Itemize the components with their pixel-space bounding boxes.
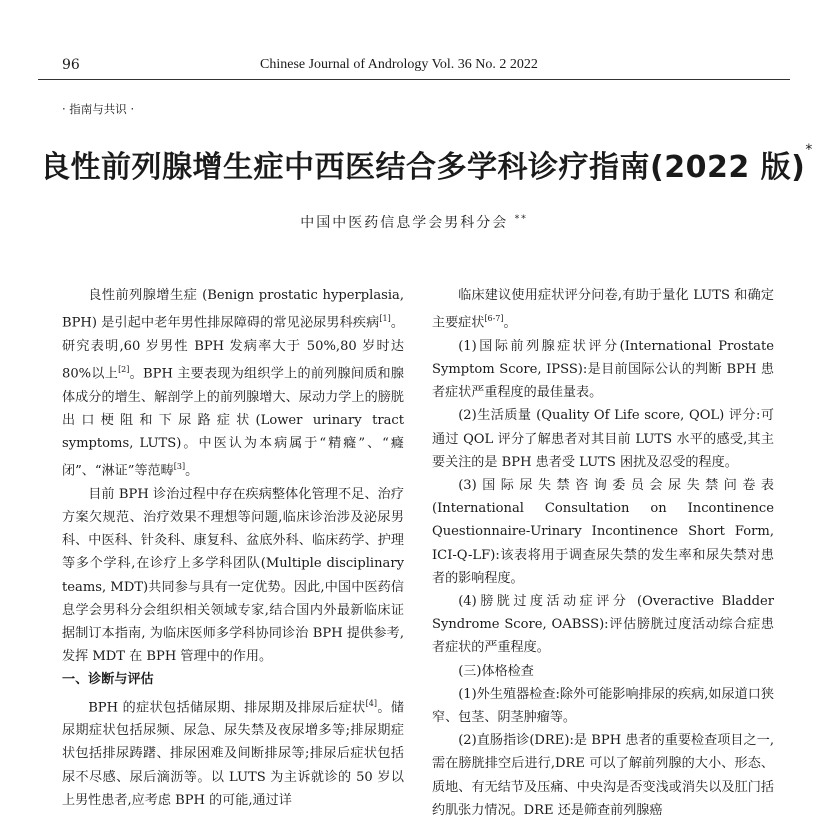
author-footnote-mark: ** (514, 214, 528, 225)
paragraph: (2)生活质量 (Quality Of Life score, QOL) 评分:可通过 QOL 评分了解患者对其目前 LUTS 水平的感受,其主要关注的是 BPH 患者受 LUTS 困扰及忍受的程度。 (432, 408, 774, 470)
author-name: 中国中医药信息学会男科分会 (300, 215, 509, 231)
title-text: 良性前列腺增生症中西医结合多学科诊疗指南(2022 版) (40, 150, 806, 185)
citation[interactable]: [3] (173, 462, 186, 472)
citation[interactable]: [2] (118, 364, 130, 374)
paragraph: 临床建议使用症状评分问卷,有助于量化 LUTS 和确定主要症状[6-7]。 (432, 288, 774, 331)
left-column (62, 284, 404, 812)
paragraph: (4)膀胱过度活动症评分 (Overactive Bladder Syndrome Score, OABSS):评估膀胱过度活动综合症患者症状的严重程度。 (432, 594, 774, 656)
page-number: 96 (62, 57, 80, 73)
paragraph: (1)国际前列腺症状评分(International Prostate Symptom Score, IPSS):是目前国际公认的判断 BPH 患者症状严重程度的最佳量表。 (432, 338, 774, 401)
paragraph: BPH 的症状包括储尿期、排尿期及排尿后症状[4]。储尿期症状包括尿频、尿急、尿失禁及夜尿增多等;排尿期症状包括排尿踌躇、排尿困难及间断排尿等;排尿后症状包括尿不尽感、尿后滴沥等。以 LUTS 为主诉就诊的 50 岁以上男性患者,应考虑 BPH 的可能,通过详 (62, 698, 405, 808)
header-rule (38, 79, 790, 80)
running-head: Chinese Journal of Andrology Vol. 36 No. 2 2022 (260, 57, 538, 72)
paragraph: (3)国际尿失禁咨询委员会尿失禁问卷表(International Consultation on Incontinence Questionnaire-Urinary Incontinence Short Form, ICI-Q-LF):该表将用于调查尿失禁的发生率和尿失禁对患者的影响程度。 (432, 477, 774, 586)
author-line (0, 212, 828, 232)
paragraph: 目前 BPH 诊治过程中存在疾病整体化管理不足、治疗方案欠规范、治疗效果不理想等问题,临床诊治涉及泌尿男科、中医科、针灸科、康复科、盆底外科、临床药学、护理等多个学科,在诊疗上多学科团队(Multiple disciplinary teams, MDT)共同参与具有一定优势。因此,中国中医药信息学会男科分会组织相关领域专家,结合国内外最新临床证据制订本指南, 为临床医师多学科协同诊治 BPH 提供参考, 发挥 MDT 在 BPH 管理中的作用。 (62, 486, 404, 665)
subsection-heading: (三)体格检查 (458, 663, 534, 679)
right-column (432, 284, 774, 822)
paragraph: (2)直肠指诊(DRE):是 BPH 患者的重要检查项目之一,需在膀胱排空后进行,DRE 可以了解前列腺的大小、形态、质地、有无结节及压痛、中央沟是否变浅或消失以及肛门括约肌张力情况。DRE 还是筛查前列腺癌 (432, 733, 774, 818)
section-label: · 指南与共识 · (62, 102, 135, 116)
section-heading: 一、诊断与评估 (62, 672, 154, 688)
paragraph: 良性前列腺增生症 (Benign prostatic hyperplasia, BPH) 是引起中老年男性排尿障碍的常见泌尿男科疾病[1]。研究表明,60 岁男性 BPH 发病率大于 50%,80 岁时达 80%以上[2]。BPH 主要表现为组织学上的前列腺间质和腺体成分的增生、解剖学上的前列腺增大、尿动力学上的膀胱出口梗阻和下尿路症状(Lower urinary tract symptoms, LUTS)。中医认为本病属于“精癃”、“癃闭”、“淋证”等范畴[3]。 (62, 288, 405, 479)
citation[interactable]: [6-7] (484, 314, 504, 324)
article-title (40, 142, 828, 186)
title-footnote-mark: * (805, 142, 813, 158)
paragraph: (1)外生殖器检查:除外可能影响排尿的疾病,如尿道口狭窄、包茎、阴茎肿瘤等。 (432, 686, 774, 726)
citation[interactable]: [1] (379, 314, 391, 324)
citation[interactable]: [4] (365, 698, 377, 708)
